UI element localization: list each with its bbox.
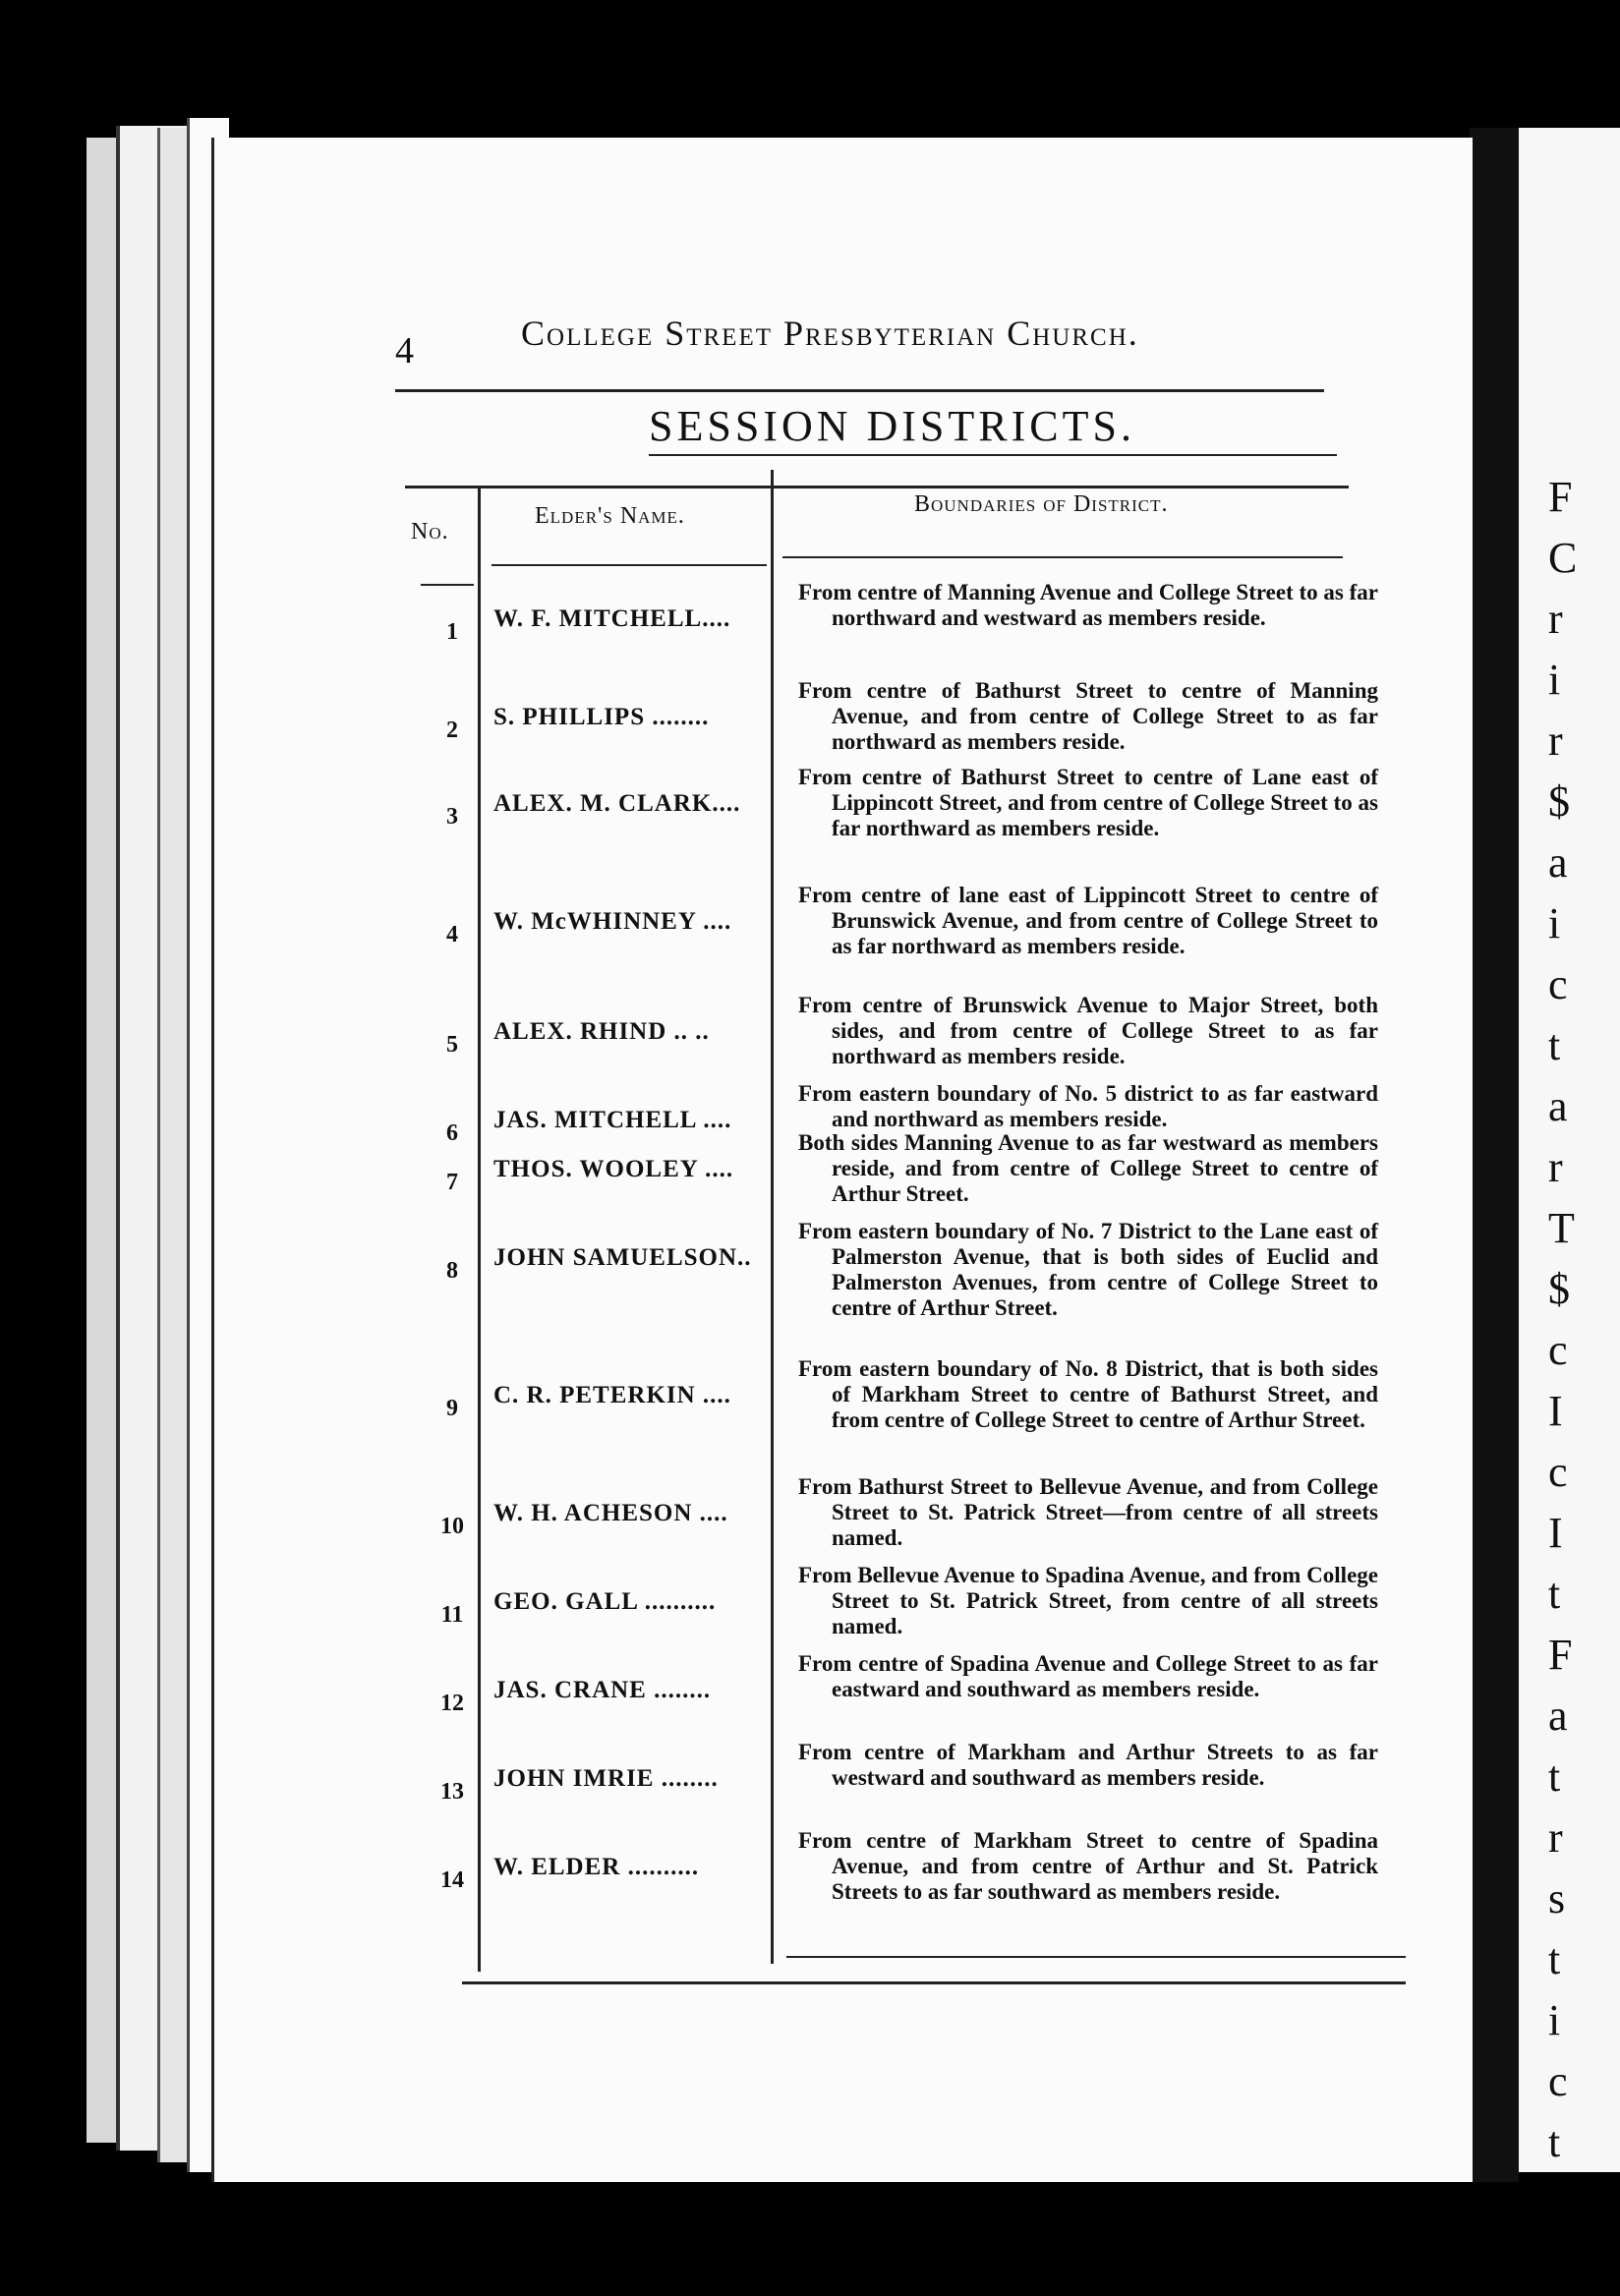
facing-page-fragment: I [1548,1509,1563,1557]
district-boundaries: From centre of Brunswick Avenue to Major Street, both sides, and from centre of College Street to as far northward as members reside. [798,993,1378,1068]
district-number: 13 [440,1779,464,1805]
district-number: 9 [446,1396,458,1421]
elder-name: JOHN SAMUELSON.. [493,1244,752,1271]
facing-page-fragment: C [1548,534,1578,582]
district-number: 7 [446,1170,458,1195]
facing-page-fragment: i [1548,656,1561,704]
facing-page-fragment: t [1548,1570,1561,1618]
district-number: 10 [440,1514,464,1539]
facing-page-fragment: c [1548,1448,1568,1496]
facing-page-fragment: I [1548,1387,1563,1435]
district-boundaries: From centre of Bathurst Street to centre of Lane east of Lippincott Street, and from centre of College Street to as far northward as members reside. [798,765,1378,840]
facing-page-fragment: r [1548,1813,1563,1862]
column-divider-2 [771,470,774,1964]
elder-name: W. ELDER .......... [493,1854,700,1880]
district-number: 14 [440,1867,464,1893]
facing-page-fragment: a [1548,1082,1568,1130]
district-boundaries: From eastern boundary of No. 7 District to the Lane east of Palmerston Avenue, that is both sides of Euclid and Palmerston Avenues, from centre of College Street to centre of Arthur Street. [798,1219,1378,1320]
elder-name: JOHN IMRIE ........ [493,1765,719,1792]
facing-page-fragment: r [1548,595,1563,643]
elder-name: GEO. GALL .......... [493,1588,717,1615]
page-number: 4 [395,330,414,372]
district-boundaries: From centre of Spadina Avenue and College Street to as far eastward and southward as members reside. [798,1651,1378,1701]
district-number: 8 [446,1258,458,1284]
facing-page-fragment: i [1548,899,1561,947]
facing-page-fragment: c [1548,960,1568,1008]
district-number: 2 [446,718,458,743]
facing-page-fragment: r [1548,1143,1563,1191]
district-boundaries: Both sides Manning Avenue to as far westward as members reside, and from centre of College Street to centre of Arthur Street. [798,1130,1378,1206]
header-rule [395,389,1324,392]
district-number: 3 [446,804,458,830]
district-boundaries: From centre of Markham Street to centre of Spadina Avenue, and from centre of Arthur and St. Patrick Streets to as far southward as members reside. [798,1828,1378,1904]
district-number: 12 [440,1691,464,1716]
district-boundaries: From centre of Markham and Arthur Streets to as far westward and southward as members reside. [798,1740,1378,1790]
header-rule-no [421,584,474,586]
facing-page-fragment: a [1548,838,1568,887]
facing-page [1519,128,1620,2172]
facing-page-fragment: $ [1548,777,1570,826]
district-boundaries: From centre of lane east of Lippincott Street to centre of Brunswick Avenue, and from centre of College Street to as far northward as members reside. [798,883,1378,958]
facing-page-fragment: t [1548,2118,1561,2166]
elder-name: ALEX. M. CLARK.... [493,790,741,817]
header-elder-name: Elder's Name. [535,503,685,529]
elder-name: JAS. CRANE ........ [493,1677,712,1703]
title-rule [649,454,1337,456]
elder-name: JAS. MITCHELL .... [493,1107,732,1133]
district-number: 5 [446,1032,458,1058]
facing-page-fragment: t [1548,1935,1561,1983]
page-bottom-rule [462,1981,1406,1984]
district-number: 11 [440,1602,464,1628]
book-gutter [1470,128,1519,2182]
elder-name: W. McWHINNEY .... [493,908,732,935]
elder-name: W. H. ACHESON .... [493,1500,728,1526]
district-boundaries: From eastern boundary of No. 8 District, that is both sides of Markham Street to centre of Bathurst Street, and from centre of College Street to centre of Arthur Street. [798,1356,1378,1432]
elder-name: W. F. MITCHELL.... [493,605,731,632]
facing-page-fragment: F [1548,473,1573,521]
facing-page-fragment: t [1548,1021,1561,1069]
header-rule-boundaries [782,556,1343,558]
column-divider-1 [478,488,481,1972]
header-boundaries: Boundaries of District. [914,491,1169,517]
district-boundaries: From centre of Bathurst Street to centre of Manning Avenue, and from centre of College Street to as far northward as members reside. [798,678,1378,754]
district-boundaries: From eastern boundary of No. 5 district to as far eastward and northward as members reside. [798,1081,1378,1131]
header-no: No. [411,519,449,545]
facing-page-fragment: s [1548,1874,1566,1923]
table-bottom-rule [786,1956,1406,1958]
running-head: College Street Presbyterian Church. [521,314,1139,353]
elder-name: C. R. PETERKIN .... [493,1382,731,1408]
district-boundaries: From Bathurst Street to Bellevue Avenue, and from College Street to St. Patrick Street—from centre of all streets named. [798,1474,1378,1550]
elder-name: THOS. WOOLEY .... [493,1156,734,1182]
district-boundaries: From Bellevue Avenue to Spadina Avenue, and from College Street to St. Patrick Street, from centre of all streets named. [798,1563,1378,1638]
facing-page-fragment: c [1548,1326,1568,1374]
facing-page-fragment: t [1548,1752,1561,1801]
facing-page-fragment: r [1548,717,1563,765]
header-rule-name [492,564,767,566]
facing-page-fragment: F [1548,1631,1573,1679]
district-number: 4 [446,922,458,947]
table-top-rule [405,486,1349,488]
elder-name: S. PHILLIPS ........ [493,704,710,730]
district-number: 6 [446,1120,458,1146]
section-title: SESSION DISTRICTS. [649,402,1135,450]
facing-page-fragment: c [1548,2057,1568,2105]
facing-page-fragment: $ [1548,1265,1570,1313]
district-number: 1 [446,619,458,645]
elder-name: ALEX. RHIND .. .. [493,1018,710,1045]
facing-page-fragment: a [1548,1692,1568,1740]
district-boundaries: From centre of Manning Avenue and College Street to as far northward and westward as members reside. [798,580,1378,630]
facing-page-fragment: T [1548,1204,1575,1252]
facing-page-fragment: i [1548,1996,1561,2044]
